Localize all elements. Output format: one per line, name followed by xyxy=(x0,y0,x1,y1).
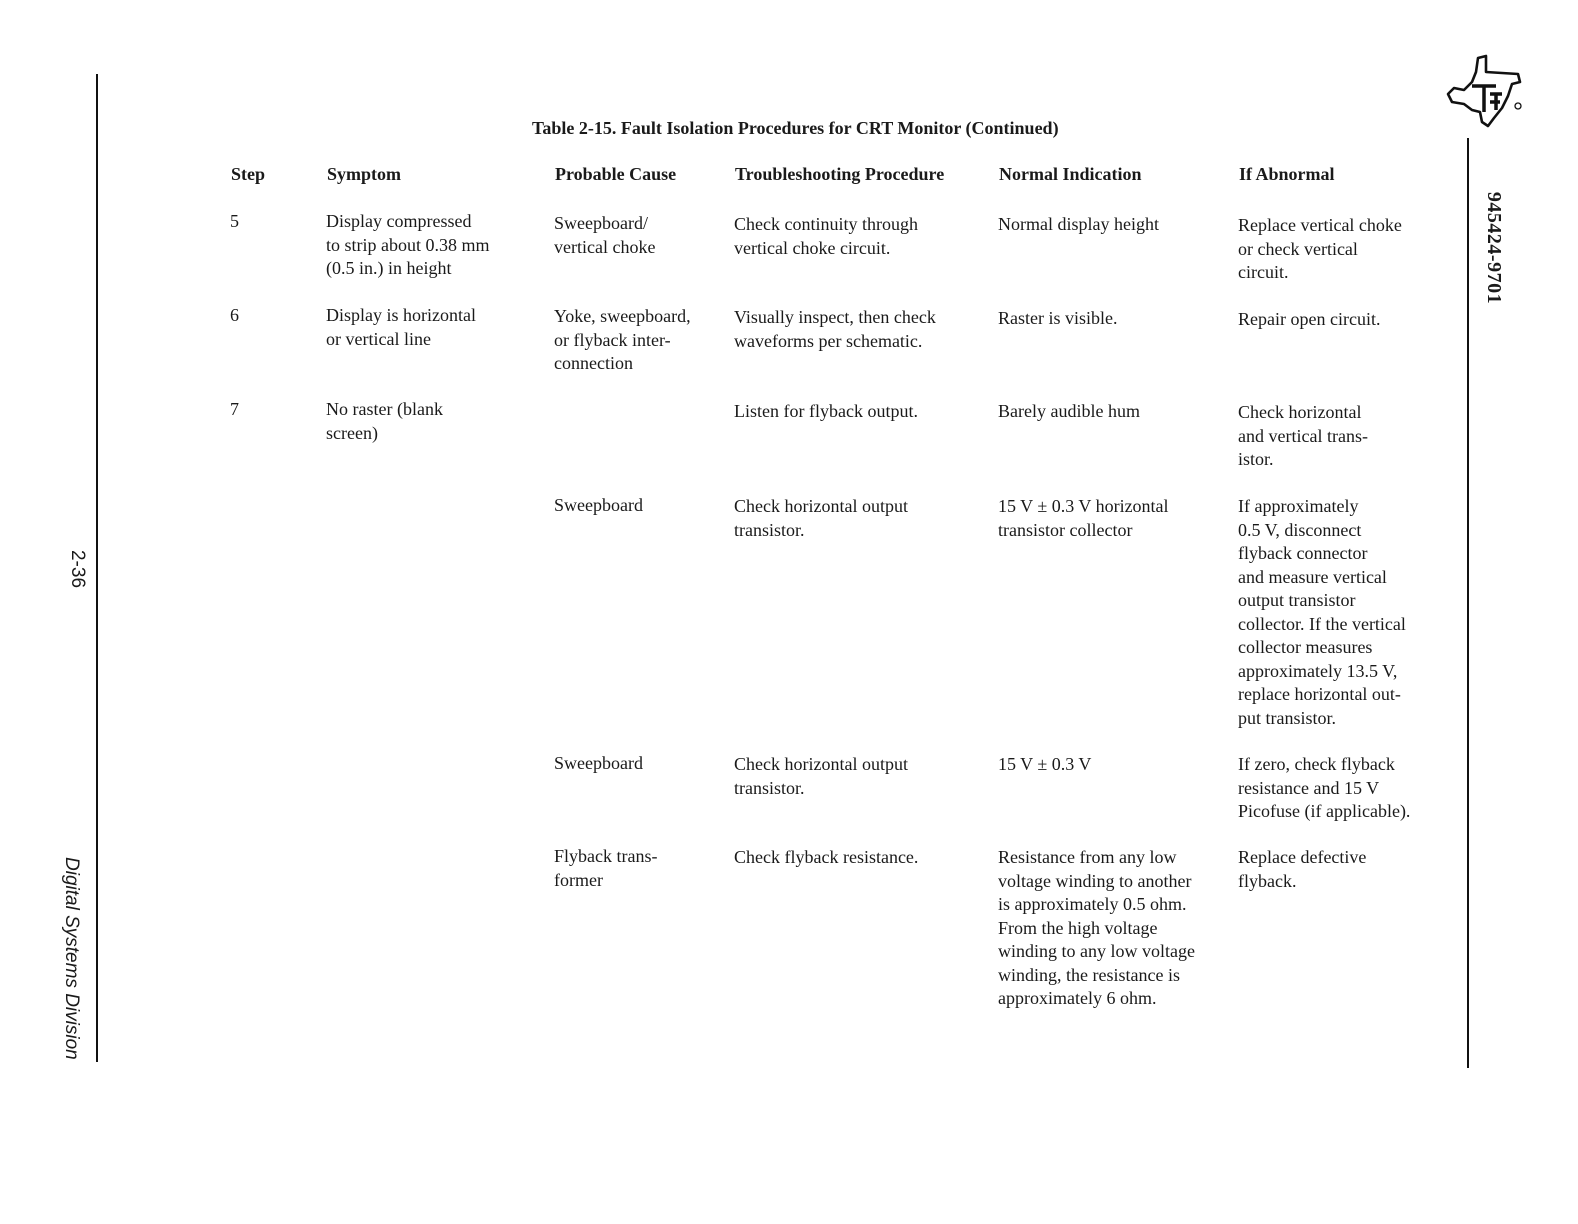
row-7c-normal: 15 V ± 0.3 V xyxy=(998,754,1092,774)
division-label: Digital Systems Division xyxy=(61,857,82,1060)
table-title: Table 2-15. Fault Isolation Procedures for CRT Monitor (Continued) xyxy=(532,118,1059,138)
row-6-step: 6 xyxy=(230,305,239,325)
row-7-step: 7 xyxy=(230,399,239,419)
left-margin-rule xyxy=(96,74,98,1062)
row-7c-abnormal: If zero, check flyback resistance and 15 V Picofuse (if applicable). xyxy=(1238,754,1411,821)
row-5-normal: Normal display height xyxy=(998,214,1159,234)
row-6-cause: Yoke, sweepboard, or flyback inter- connection xyxy=(554,306,691,373)
row-7c-procedure: Check horizontal output transistor. xyxy=(734,754,908,798)
row-7b-abnormal: If approximately 0.5 V, disconnect flyback connector and measure vertical output transistor collector. If the vertical collector measures approximately 13.5 V, replace horizontal out- put transistor. xyxy=(1238,496,1406,728)
row-7-abnormal: Check horizontal and vertical trans- istor. xyxy=(1238,402,1368,469)
row-6-normal: Raster is visible. xyxy=(998,308,1118,328)
row-6-abnormal: Repair open circuit. xyxy=(1238,309,1381,329)
row-7d-procedure: Check flyback resistance. xyxy=(734,847,919,867)
page-number: 2-36 xyxy=(67,549,88,589)
row-7d-abnormal: Replace defective flyback. xyxy=(1238,847,1367,891)
row-5-cause: Sweepboard/ vertical choke xyxy=(554,213,656,257)
document-number: 945424-9701 xyxy=(1483,191,1505,305)
row-7-procedure: Listen for flyback output. xyxy=(734,401,918,421)
row-7d-cause: Flyback trans- former xyxy=(554,846,658,890)
row-6-symptom: Display is horizontal or vertical line xyxy=(326,305,476,349)
row-7b-normal: 15 V ± 0.3 V horizontal transistor collector xyxy=(998,496,1169,540)
row-7b-cause: Sweepboard xyxy=(554,495,643,515)
header-probable-cause: Probable Cause xyxy=(555,164,677,184)
header-troubleshooting-procedure: Troubleshooting Procedure xyxy=(735,164,945,184)
header-symptom: Symptom xyxy=(327,164,402,184)
row-5-abnormal: Replace vertical choke or check vertical circuit. xyxy=(1238,215,1402,282)
row-5-step: 5 xyxy=(230,211,239,231)
header-step: Step xyxy=(231,164,266,184)
row-5-symptom: Display compressed to strip about 0.38 mm (0.5 in.) in height xyxy=(326,211,490,278)
row-7-normal: Barely audible hum xyxy=(998,401,1140,421)
row-7c-cause: Sweepboard xyxy=(554,753,643,773)
header-normal-indication: Normal Indication xyxy=(999,164,1142,184)
right-margin-rule xyxy=(1467,138,1469,1068)
ti-logo-icon xyxy=(1442,52,1526,132)
row-5-procedure: Check continuity through vertical choke circuit. xyxy=(734,214,918,258)
row-7-symptom: No raster (blank screen) xyxy=(326,399,443,443)
row-7d-normal: Resistance from any low voltage winding to another is approximately 0.5 ohm. From the high voltage winding to any low voltage winding, the resistance is approximately 6 ohm. xyxy=(998,847,1195,1008)
row-7b-procedure: Check horizontal output transistor. xyxy=(734,496,908,540)
row-6-procedure: Visually inspect, then check waveforms per schematic. xyxy=(734,307,936,351)
header-if-abnormal: If Abnormal xyxy=(1239,164,1335,184)
